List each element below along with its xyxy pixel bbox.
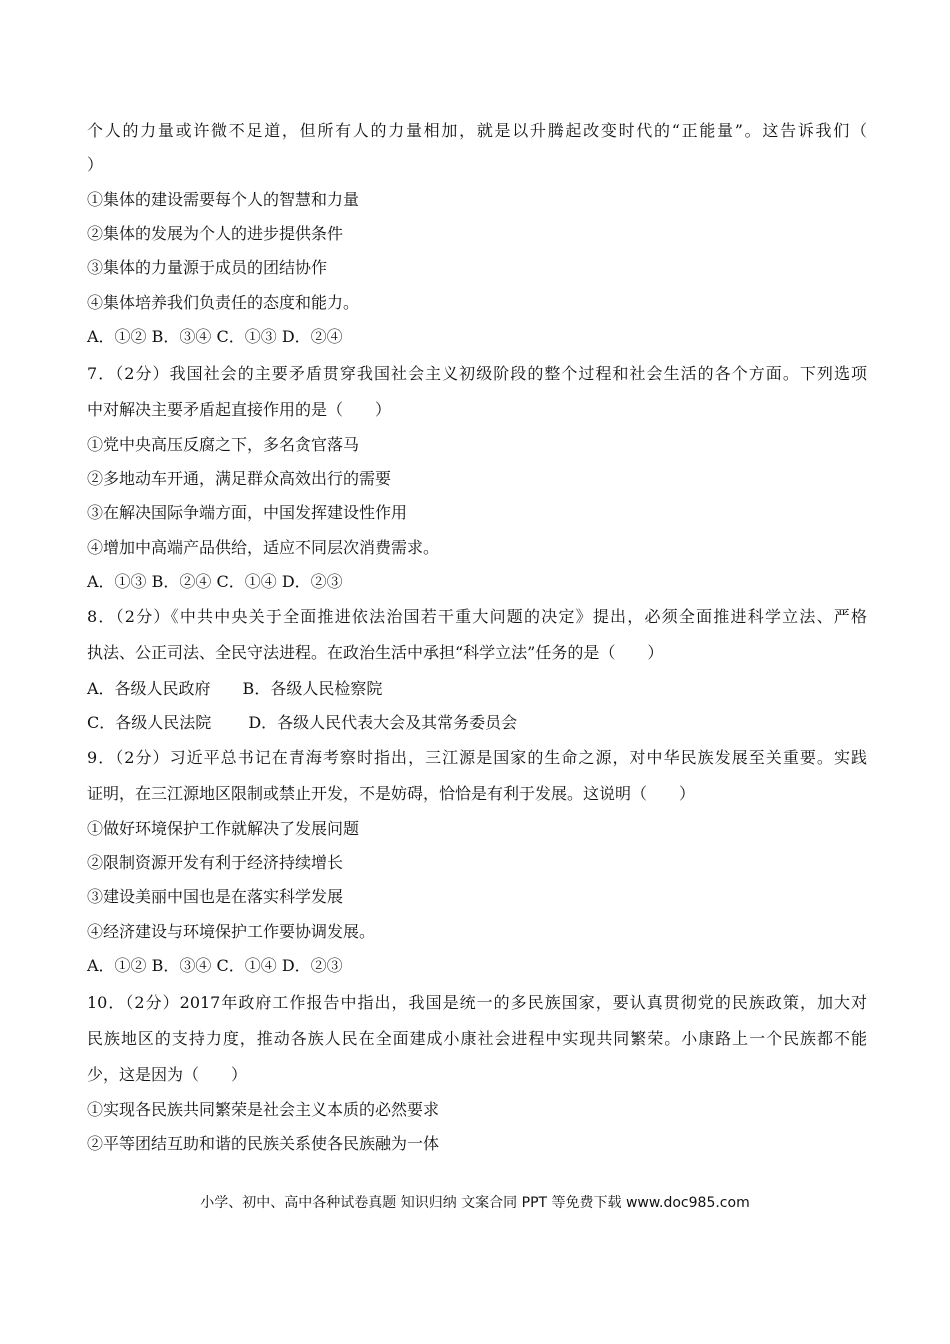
question-7-text: 7．（2分）我国社会的主要矛盾贯穿我国社会主义初级阶段的整个过程和社会生活的各个方面。下列选项 [87,364,867,383]
answer-options: C．各级人民法院 D．各级人民代表大会及其常务委员会 [87,713,518,732]
text-line: ④增加中高端产品供给，适应不同层次消费需求。 [87,538,440,557]
text-line: ） [87,155,104,174]
question-10-text: 10．（2分）2017年政府工作报告中指出，我国是统一的多民族国家，要认真贯彻党的民族政策，加大对 [87,993,867,1012]
text-line: ①集体的建设需要每个人的智慧和力量 [87,190,360,209]
text-line: ④经济建设与环境保护工作要协调发展。 [87,922,376,941]
text-line: 少，这是因为（ ） [87,1065,248,1084]
text-line: 证明，在三江源地区限制或禁止开发，不是妨碍，恰恰是有利于发展。这说明（ ） [87,784,696,803]
answer-options: A．各级人民政府 B．各级人民检察院 [87,679,383,698]
question-9-text: 9．（2分）习近平总书记在青海考察时指出，三江源是国家的生命之源，对中华民族发展至关重要。实践 [87,748,867,767]
text-line: ③在解决国际争端方面，中国发挥建设性作用 [87,503,408,522]
text-line: 个人的力量或许微不足道，但所有人的力量相加，就是以升腾起改变时代的“正能量”。这告诉我们（ [87,121,867,140]
text-line: 民族地区的支持力度，推动各族人民在全面建成小康社会进程中实现共同繁荣。小康路上一个民族都不能 [87,1029,867,1048]
text-line: ③建设美丽中国也是在落实科学发展 [87,887,344,906]
text-line: ③集体的力量源于成员的团结协作 [87,258,328,277]
answer-options: A．①③ B．②④ C．①④ D．②③ [87,572,343,591]
text-line: ②多地动车开通，满足群众高效出行的需要 [87,469,392,488]
question-8-text: 8．（2分）《中共中央关于全面推进依法治国若干重大问题的决定》提出，必须全面推进科学立法、严格 [87,607,867,626]
text-line: ①党中央高压反腐之下，多名贪官落马 [87,435,360,454]
page-footer: 小学、初中、高中各种试卷真题 知识归纳 文案合同 PPT 等免费下载 www.doc985.com [200,1195,750,1211]
text-line: ②限制资源开发有利于经济持续增长 [87,853,344,872]
text-line: ①做好环境保护工作就解决了发展问题 [87,819,360,838]
text-line: ①实现各民族共同繁荣是社会主义本质的必然要求 [87,1100,440,1119]
text-line: ②集体的发展为个人的进步提供条件 [87,224,344,243]
answer-options: A．①② B．③④ C．①③ D．②④ [87,327,343,346]
answer-options: A．①② B．③④ C．①④ D．②③ [87,956,343,975]
text-line: ②平等团结互助和谐的民族关系使各民族融为一体 [87,1134,440,1153]
text-line: 执法、公正司法、全民守法进程。在政治生活中承担“科学立法”任务的是（ ） [87,643,664,662]
text-line: 中对解决主要矛盾起直接作用的是（ ） [87,400,392,419]
text-line: ④集体培养我们负责任的态度和能力。 [87,293,360,312]
